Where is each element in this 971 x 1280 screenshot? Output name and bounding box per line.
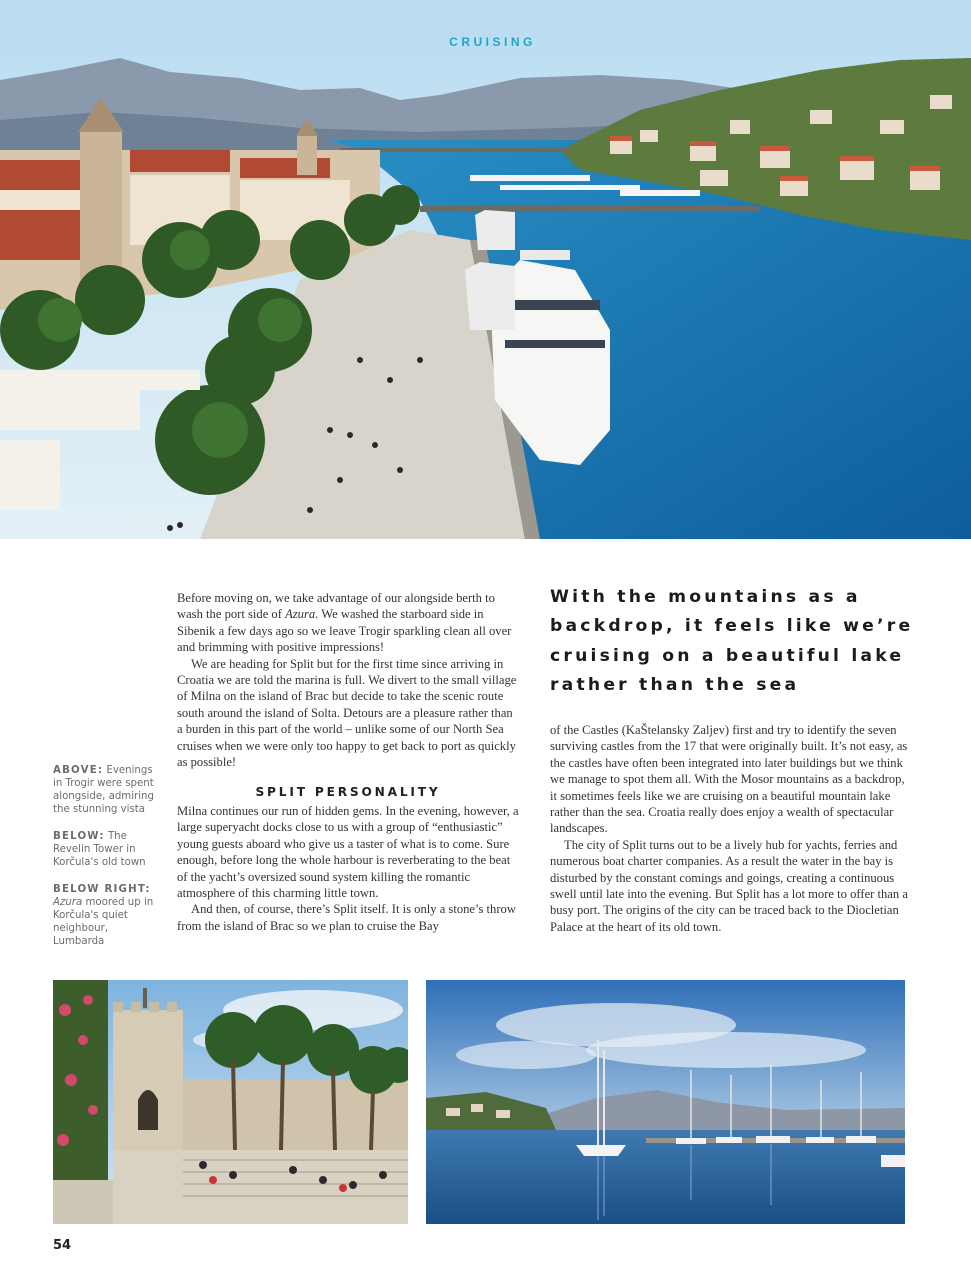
caption-label: BELOW: [53, 831, 105, 842]
body-column-1 [177, 590, 519, 934]
photo-lumbarda-harbour [426, 980, 905, 1224]
paragraph: Milna continues our run of hidden gems. In the evening, however, a large superyacht docks close to us with a group of “enthusiastic” young guests aboard who give us a taster of what is to come. Sure enough, before long the whole harbour is reverberating to the beat of the yacht’s oversized sound system killing the romantic atmosphere of this charming little town. [177, 803, 519, 900]
photo-revelin-tower [53, 980, 408, 1224]
subheading: SPLIT PERSONALITY [255, 785, 441, 800]
caption-label: BELOW RIGHT: [53, 884, 151, 895]
caption-vessel-name: Azura [53, 897, 83, 908]
trogir-waterfront-illustration [0, 0, 971, 539]
caption-above [53, 764, 161, 816]
caption-below-right [53, 883, 161, 948]
caption-text: Evenings in Trogir were spent alongside, admiring the stunning vista [53, 765, 154, 815]
paragraph: We are heading for Split but for the first time since arriving in Croatia we are told the marina is full. We divert to the small village of Milna on the island of Brac but decide to take the scenic route south around the island of Solta. Detours are a pleasure rather than a burden in this part of the world – unlike some of our North Sea cruises when we were only too happy to get back to port as quickly as possible! [177, 656, 517, 770]
section-label: CRUISING [449, 35, 536, 49]
caption-text: The Revelin Tower in Korčula's old town [53, 831, 146, 868]
body-column-2 [550, 722, 908, 935]
page-number: 54 [53, 1238, 72, 1253]
caption-below [53, 830, 161, 869]
paragraph: of the Castles (KaŠtelansky Zaljev) first and try to identify the seven surviving castles from the 17 that were originally built. It’s not easy, as the castles have often been integrated into later buildings but we think we manage to spot them all. With the Mosor mountains as a backdrop, it sometimes feels like we are cruising on a beautiful mountain lake rather than the sea. Croatia really does enjoy a wealth of spectacular landscapes. [550, 723, 908, 836]
paragraph: The city of Split turns out to be a lively hub for yachts, ferries and numerous boat charter companies. As a result the water in the bay is disturbed by the constant comings and goings, creating a continuous swell until late into the evening. But Split has a lot more to offer than a busy port. The origins of the city can be traced back to the Diocletian Palace at the heart of its old town. [550, 837, 908, 934]
vessel-name: Azura [285, 607, 316, 622]
pull-quote: With the mountains as a backdrop, it feels like we’re cruising on a beautiful lake rather than the sea [550, 587, 914, 696]
revelin-tower-illustration [53, 980, 408, 1224]
paragraph: And then, of course, there’s Split itself. It is only a stone’s throw from the island of Brac so we plan to cruise the Bay [177, 902, 516, 933]
lumbarda-harbour-illustration [426, 980, 905, 1224]
caption-label: ABOVE: [53, 765, 104, 776]
hero-photo-trogir [0, 0, 971, 539]
caption-text: moored up in Korčula's quiet neighbour, Lumbarda [53, 897, 154, 947]
paragraph: Before moving on, we take advantage of our alongside berth to wash the port side of Azura. We washed the starboard side in Sibenik a few days ago so we leave Trogir sparkling clean all over and brimming with positive impressions! [177, 591, 512, 655]
